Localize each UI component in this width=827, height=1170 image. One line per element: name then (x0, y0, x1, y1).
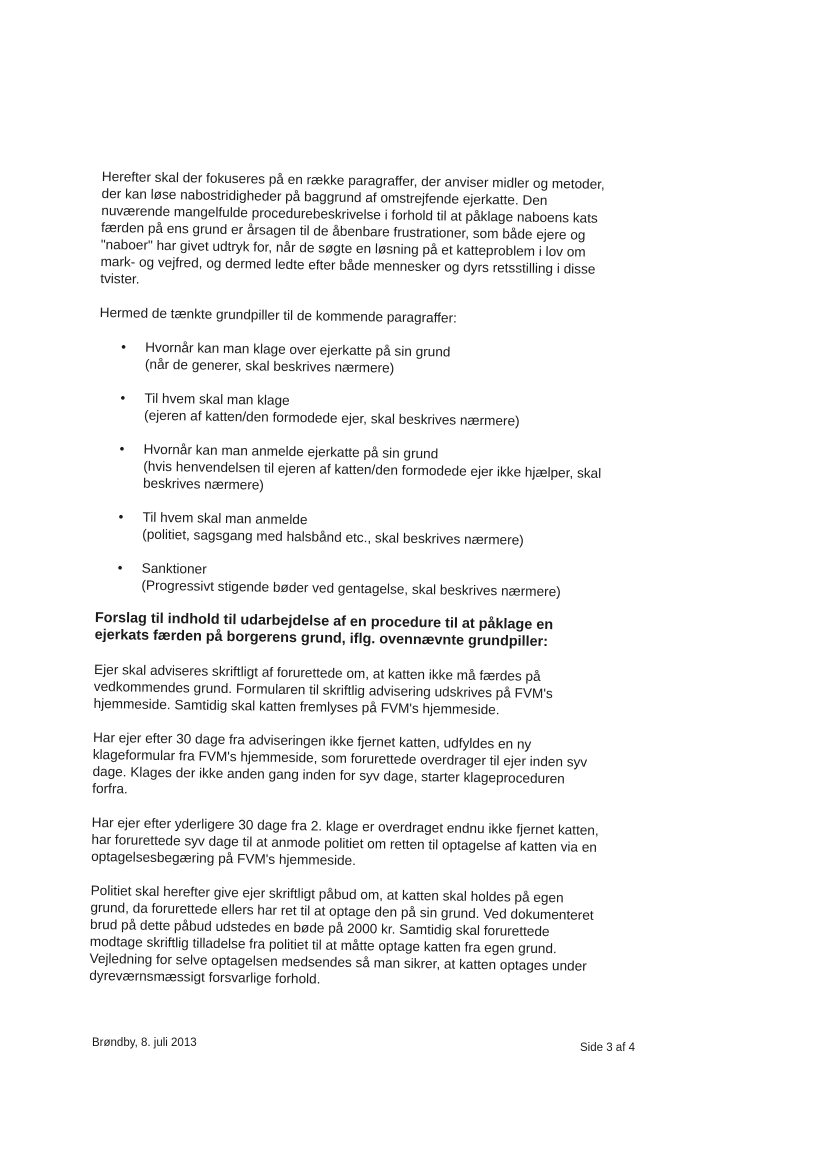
section-heading: Forslag til indhold til udarbejdelse af en procedure til at påklage en ejerkats færden på borgerens grund, iflg. ovennævnte grundpiller: (94, 609, 554, 651)
bullet-icon: • (119, 441, 125, 457)
footer-page-number: Side 3 af 4 (580, 1042, 635, 1054)
intro-paragraph: Herefter skal der fokuseres på en række paragraffer, der anviser midler og metoder, der kan løse nabostridigheder på baggrund af omstrejfende ejerkatte. Den nuværende mangelfulde procedurebeskrivelse i forhold til at påklage naboens kats færden på ens grund er årsagen til de åbenbare frustrationer, som både ejere og "naboer" har givet udtryk for, når de søgte en løsning på et katteproblem i lov om mark- og vejfred, og dermed ledte efter både mennesker og dyrs retsstilling i disse tvister. (100, 168, 605, 287)
bullet-icon: • (120, 390, 126, 406)
list-item-title: Sanktioner (141, 560, 207, 577)
bullet-icon: • (121, 339, 127, 355)
list-item-title: Til hvem skal man klage (144, 390, 290, 408)
list-item-note: (når de generer, skal beskrives nærmere) (144, 356, 395, 376)
pillars-list (95, 338, 609, 601)
footer-place-date: Brøndby, 8. juli 2013 (92, 1037, 197, 1049)
bullet-icon: • (117, 560, 123, 576)
document-body (89, 168, 612, 1009)
lead-paragraph: Hermed de tænkte grundpiller til de kommende paragraffer: (99, 304, 457, 326)
body-paragraph: Politiet skal herefter give ejer skriftligt påbud om, at katten skal holdes på egen grund, da forurettede ellers har ret til at optage den på sin grund. Ved dokumenteret brud på dette påbud udstedes en bøde på 2000 kr. Samtidig skal forurettede modtage skriftlig tilladelse fra politiet til at måtte optage katten fra egen grund. Vejledning for selve optagelsen medsendes så man sikrer, at katten optages under dyreværnsmæssigt forsvarlige forhold. (89, 882, 594, 987)
list-item (99, 338, 609, 380)
list-item (98, 389, 608, 431)
body-paragraph: Har ejer efter yderligere 30 dage fra 2. klage er overdraget endnu ikke fjernet katten, har forurettede syv dage til at anmode politiet om retten til optagelse af katten via en optagelsesbegæring på FVM's hjemmeside. (91, 814, 599, 869)
body-paragraph: Ejer skal adviseres skriftligt af forurettede om, at katten ikke må færdes på vedkommendes grund. Formularen til skriftlig advisering udskrives på FVM's hjemmeside. Samtidig skal katten fremlyses på FVM's hjemmeside. (93, 661, 553, 718)
list-item-title: Til hvem skal man anmelde (142, 509, 308, 528)
bullet-icon: • (118, 509, 124, 525)
list-item-note: (ejeren af katten/den formodede ejer, skal beskrives nærmere) (144, 407, 520, 429)
list-item-note: (Progressivt stigende bøder ved gentagelse, skal beskrives nærmere) (141, 577, 561, 600)
list-item (96, 508, 606, 550)
list-item (95, 559, 605, 601)
body-paragraph: Har ejer efter 30 dage fra adviseringen ikke fjernet katten, udfyldes en ny klageformular fra FVM's hjemmeside, som forurettede overdrager til ejer inden syv dage. Klages der ikke anden gang inden for syv dage, starter klageproceduren forfra. (92, 729, 588, 797)
list-item (97, 440, 608, 499)
list-item-note: (politiet, sagsgang med halsbånd etc., skal beskrives nærmere) (142, 526, 524, 548)
list-item-note: (hvis henvendelsen til ejeren af katten/den formodede ejer ikke hjælper, skal beskrives nærmere) (142, 458, 602, 493)
list-item-title: Hvornår kan man klage over ejerkatte på sin grund (145, 339, 451, 360)
list-item-title: Hvornår kan man anmelde ejerkatte på sin grund (143, 441, 439, 462)
